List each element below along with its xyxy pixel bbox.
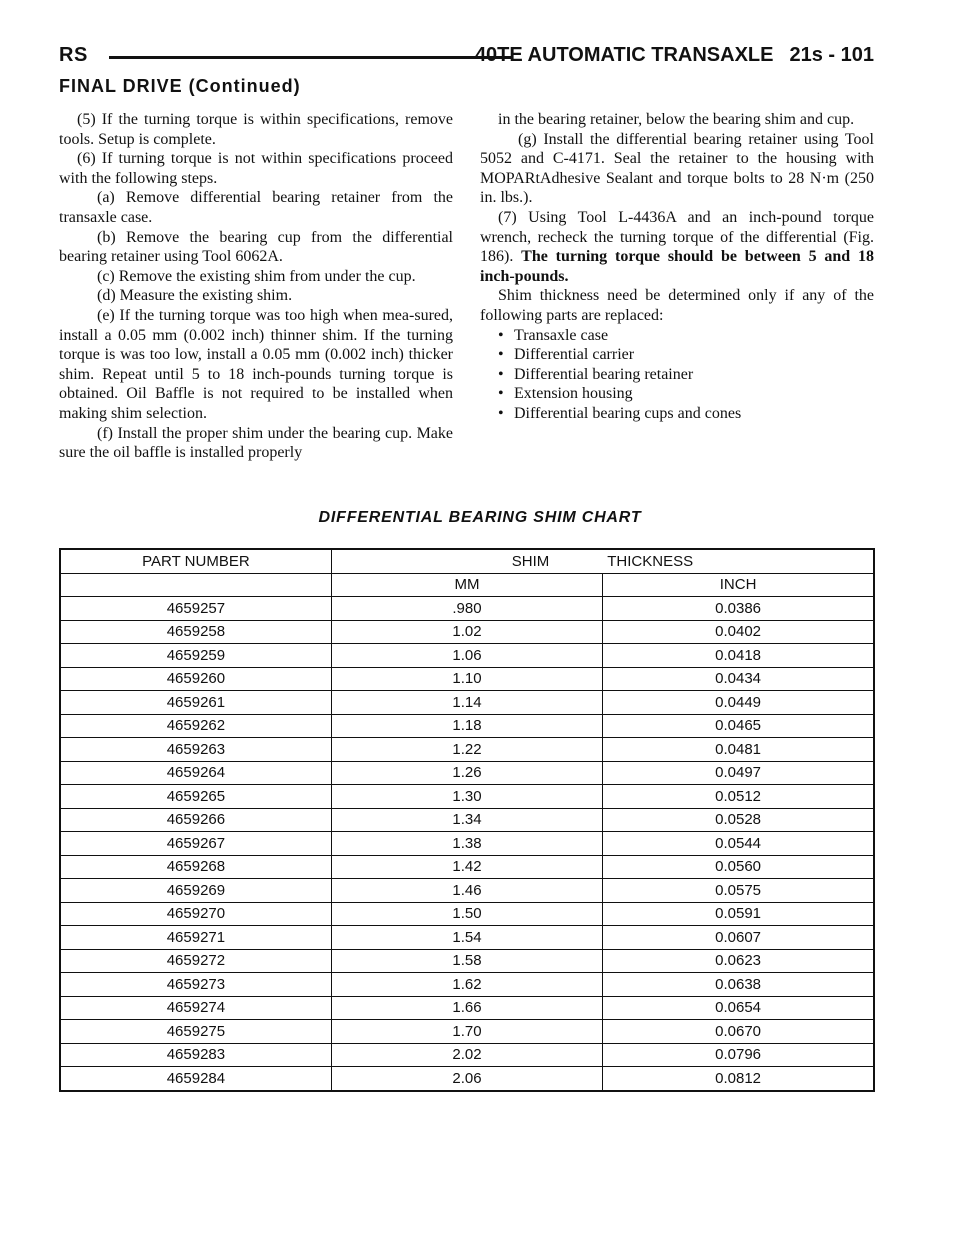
table-row xyxy=(60,879,874,903)
thickness-mm-cell: 1.38 xyxy=(331,832,602,856)
list-item: • Transaxle case xyxy=(498,326,874,346)
list-item: • Extension housing xyxy=(498,384,874,404)
thickness-mm-cell: .980 xyxy=(331,597,602,621)
header-section-code: RS xyxy=(59,44,88,66)
part-number-cell: 4659273 xyxy=(60,973,331,997)
table-row xyxy=(60,996,874,1020)
thickness-inch-cell: 0.0575 xyxy=(603,879,874,903)
thickness-mm-cell: 1.66 xyxy=(331,996,602,1020)
thickness-mm-cell: 2.06 xyxy=(331,1067,602,1091)
table-header-row xyxy=(60,549,874,573)
thickness-inch-cell: 0.0607 xyxy=(603,926,874,950)
page-header xyxy=(59,44,874,70)
part-number-cell: 4659265 xyxy=(60,785,331,809)
part-number-cell: 4659264 xyxy=(60,761,331,785)
thickness-mm-cell: 1.50 xyxy=(331,902,602,926)
unit-mm: MM xyxy=(331,573,602,597)
thickness-mm-cell: 1.26 xyxy=(331,761,602,785)
thickness-mm-cell: 1.06 xyxy=(331,644,602,668)
section-title: FINAL DRIVE (Continued) xyxy=(59,76,301,96)
thickness-inch-cell: 0.0386 xyxy=(603,597,874,621)
table-row xyxy=(60,691,874,715)
thickness-mm-cell: 1.58 xyxy=(331,949,602,973)
table-row xyxy=(60,832,874,856)
page-number: 21s - 101 xyxy=(789,44,874,66)
step-7-warning: The turning torque should be between 5 and 18 inch-pounds. xyxy=(480,248,875,285)
part-number-cell: 4659263 xyxy=(60,738,331,762)
table-row xyxy=(60,620,874,644)
table-row xyxy=(60,1067,874,1091)
table-row xyxy=(60,667,874,691)
thickness-inch-cell: 0.0512 xyxy=(603,785,874,809)
header-title: 40TE AUTOMATIC TRANSAXLE xyxy=(474,44,774,66)
thickness-inch-cell: 0.0623 xyxy=(603,949,874,973)
part-number-cell: 4659284 xyxy=(60,1067,331,1091)
table-row xyxy=(60,973,874,997)
step-6f-continued: in the bearing retainer, below the bearing shim and cup. xyxy=(498,111,855,128)
header-rule xyxy=(109,56,512,59)
thickness-mm-cell: 1.46 xyxy=(331,879,602,903)
header-right xyxy=(475,44,874,67)
thickness-mm-cell: 1.14 xyxy=(331,691,602,715)
thickness-inch-cell: 0.0434 xyxy=(603,667,874,691)
step-7-text: (7) Using Tool L-4436A and an inch-pound torque wrench, recheck the turning torque of the differential (Fig. 186). xyxy=(480,208,874,266)
table-row xyxy=(60,949,874,973)
part-number-cell: 4659258 xyxy=(60,620,331,644)
shim-chart-table xyxy=(59,548,875,1092)
step-6: (6) If turning torque is not within specifications proceed with the following steps. xyxy=(59,150,453,187)
table-row xyxy=(60,1020,874,1044)
table-row xyxy=(60,855,874,879)
part-number-cell: 4659272 xyxy=(60,949,331,973)
thickness-inch-cell: 0.0670 xyxy=(603,1020,874,1044)
step-5: (5) If the turning torque is within specifications, remove tools. Setup is complete. xyxy=(59,111,453,148)
thickness-inch-cell: 0.0591 xyxy=(603,902,874,926)
list-item: • Differential bearing cups and cones xyxy=(498,404,874,424)
step-6e: (e) If the turning torque was too high when mea-sured, install a 0.05 mm (0.002 inch) thinner shim. If the turning torque is was too low, install a 0.05 mm (0.002 inch) thicker shim. Repeat until 5 to 18 inch-pounds turning torque is obtained. Oil Baffle is not required to be installed when making shim selection. xyxy=(59,306,453,422)
part-number-cell: 4659275 xyxy=(60,1020,331,1044)
header-shim-thickness xyxy=(331,549,874,573)
thickness-inch-cell: 0.0796 xyxy=(603,1043,874,1067)
thickness-mm-cell: 1.18 xyxy=(331,714,602,738)
step-7 xyxy=(480,208,874,286)
part-number-cell: 4659266 xyxy=(60,808,331,832)
table-row xyxy=(60,808,874,832)
step-6g: (g) Install the differential bearing retainer using Tool 5052 and C-4171. Seal the retainer to the housing with MOPARtAdhesive Sealant and torque bolts to 28 N·m (250 in. lbs.). xyxy=(480,130,874,207)
part-number-cell: 4659262 xyxy=(60,714,331,738)
table-row xyxy=(60,926,874,950)
thickness-mm-cell: 1.54 xyxy=(331,926,602,950)
thickness-inch-cell: 0.0402 xyxy=(603,620,874,644)
part-number-cell: 4659269 xyxy=(60,879,331,903)
thickness-inch-cell: 0.0544 xyxy=(603,832,874,856)
thickness-mm-cell: 1.34 xyxy=(331,808,602,832)
part-number-cell: 4659257 xyxy=(60,597,331,621)
step-6f: (f) Install the proper shim under the bearing cup. Make sure the oil baffle is installed properly xyxy=(59,424,453,462)
table-row xyxy=(60,714,874,738)
thickness-mm-cell: 2.02 xyxy=(331,1043,602,1067)
shim-chart-body xyxy=(60,549,874,1091)
table-row xyxy=(60,902,874,926)
thickness-inch-cell: 0.0528 xyxy=(603,808,874,832)
list-item: • Differential carrier xyxy=(498,345,874,365)
shim-chart-title: DIFFERENTIAL BEARING SHIM CHART xyxy=(318,509,642,526)
part-number-cell: 4659260 xyxy=(60,667,331,691)
thickness-inch-cell: 0.0560 xyxy=(603,855,874,879)
unit-inch: INCH xyxy=(603,573,874,597)
thickness-inch-cell: 0.0654 xyxy=(603,996,874,1020)
part-number-cell: 4659267 xyxy=(60,832,331,856)
thickness-inch-cell: 0.0449 xyxy=(603,691,874,715)
thickness-inch-cell: 0.0481 xyxy=(603,738,874,762)
left-column xyxy=(59,110,453,463)
part-number-cell: 4659268 xyxy=(60,855,331,879)
step-6c: (c) Remove the existing shim from under the cup. xyxy=(97,267,416,285)
part-number-cell: 4659274 xyxy=(60,996,331,1020)
table-units-row xyxy=(60,573,874,597)
header-part-number: PART NUMBER xyxy=(60,549,331,573)
thickness-mm-cell: 1.02 xyxy=(331,620,602,644)
thickness-mm-cell: 1.62 xyxy=(331,973,602,997)
right-column xyxy=(480,110,874,424)
thickness-mm-cell: 1.42 xyxy=(331,855,602,879)
thickness-inch-cell: 0.0418 xyxy=(603,644,874,668)
thickness-inch-cell: 0.0497 xyxy=(603,761,874,785)
table-row xyxy=(60,761,874,785)
thickness-mm-cell: 1.22 xyxy=(331,738,602,762)
header-thickness: THICKNESS xyxy=(607,552,694,570)
units-blank xyxy=(60,573,331,597)
table-row xyxy=(60,785,874,809)
part-number-cell: 4659270 xyxy=(60,902,331,926)
thickness-mm-cell: 1.30 xyxy=(331,785,602,809)
thickness-inch-cell: 0.0812 xyxy=(603,1067,874,1091)
thickness-mm-cell: 1.10 xyxy=(331,667,602,691)
step-6b: (b) Remove the bearing cup from the differential bearing retainer using Tool 6062A. xyxy=(59,228,453,266)
thickness-inch-cell: 0.0465 xyxy=(603,714,874,738)
table-row xyxy=(60,597,874,621)
part-number-cell: 4659271 xyxy=(60,926,331,950)
part-number-cell: 4659283 xyxy=(60,1043,331,1067)
table-row xyxy=(60,738,874,762)
header-shim: SHIM xyxy=(511,552,550,570)
thickness-inch-cell: 0.0638 xyxy=(603,973,874,997)
step-6d: (d) Measure the existing shim. xyxy=(97,287,293,305)
shim-intro: Shim thickness need be determined only if any of the following parts are replaced: xyxy=(480,287,874,324)
list-item: • Differential bearing retainer xyxy=(498,365,874,385)
replaced-parts-list xyxy=(480,326,874,424)
part-number-cell: 4659259 xyxy=(60,644,331,668)
part-number-cell: 4659261 xyxy=(60,691,331,715)
table-row xyxy=(60,644,874,668)
table-row xyxy=(60,1043,874,1067)
thickness-mm-cell: 1.70 xyxy=(331,1020,602,1044)
step-6a: (a) Remove differential bearing retainer from the transaxle case. xyxy=(59,189,453,226)
